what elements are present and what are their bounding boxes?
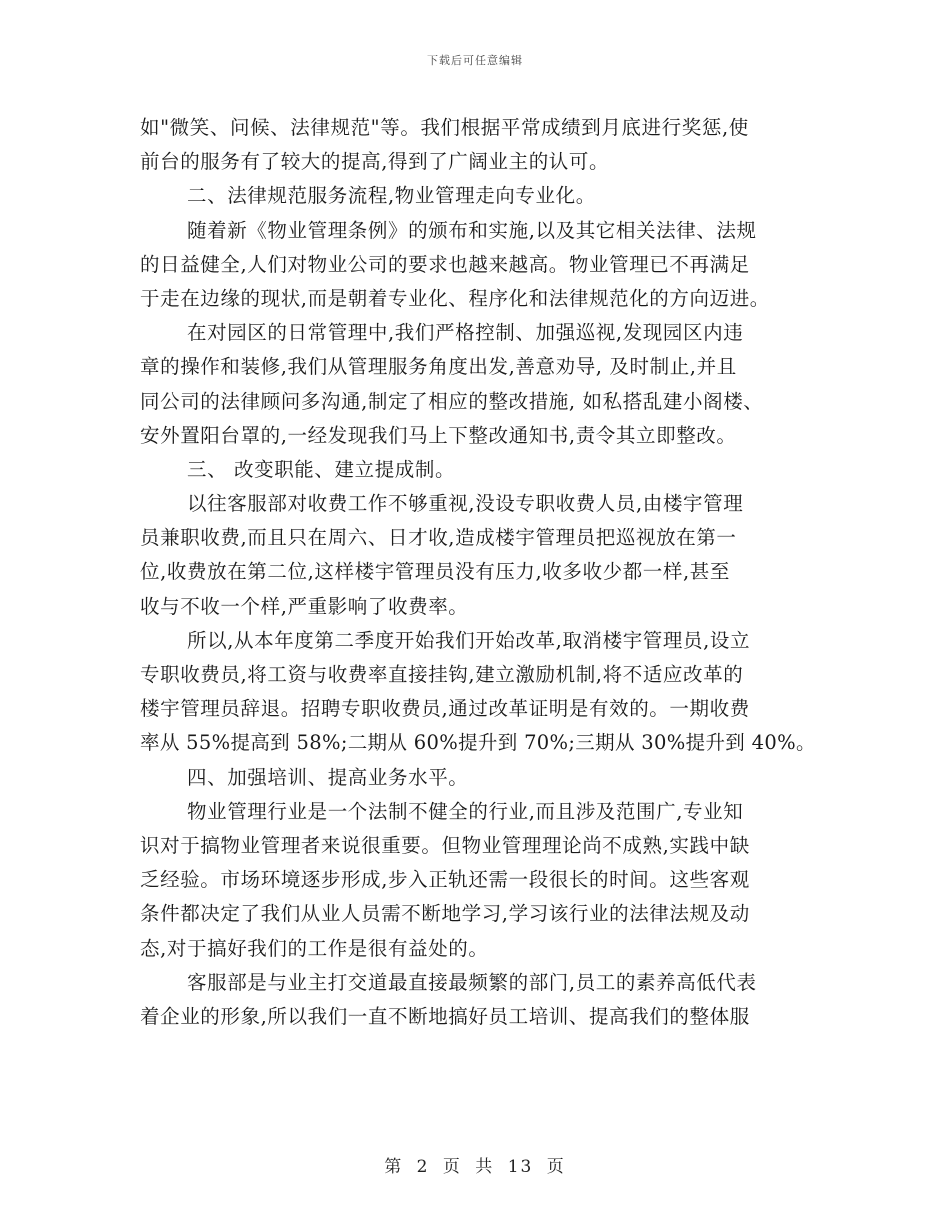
text-line: 二、法律规范服务流程,物业管理走向专业化。 (187, 184, 596, 208)
text-line: 于走在边缘的现状,而是朝着专业化、程序化和法律规范化的方向迈进。 (140, 286, 770, 310)
text-line: 所以,从本年度第二季度开始我们开始改革,取消楼宇管理员,设立 (187, 628, 751, 652)
text-line: 位,收费放在第二位,这样楼宇管理员没有压力,收多收少都一样,甚至 (140, 560, 730, 584)
header-note: 下载后可任意编辑 (427, 54, 523, 67)
body-text (140, 111, 816, 1034)
text-line: 在对园区的日常管理中,我们严格控制、加强巡视,发现园区内违 (187, 321, 744, 345)
text-line: 乏经验。市场环境逐步形成,步入正轨还需一段很长的时间。这些客观 (140, 868, 750, 892)
text-line: 四、加强培训、提高业务水平。 (187, 765, 469, 789)
text-line: 专职收费员,将工资与收费率直接挂钩,建立激励机制,将不适应改革的 (140, 663, 744, 686)
page-number: 2 (416, 1157, 430, 1177)
text-line: 随着新《物业管理条例》的颁布和实施,以及其它相关法律、法规 (187, 218, 757, 242)
text-line: 条件都决定了我们从业人员需不断地学习,学习该行业的法律法规及动 (140, 902, 750, 926)
text-line: 率从 55%提高到 58%;二期从 60%提升到 70%;三期从 30%提升到 40%。 (140, 731, 816, 755)
footer-total-unit: 页 (546, 1157, 566, 1177)
text-line: 态,对于搞好我们的工作是很有益处的。 (140, 936, 489, 960)
text-line: 楼宇管理员辞退。招聘专职收费员,通过改革证明是有效的。一期收费 (140, 697, 750, 721)
text-line: 客服部是与业主打交道最直接最频繁的部门,员工的素养高低代表 (187, 970, 757, 994)
text-line: 同公司的法律顾问多沟通,制定了相应的整改措施, 如私搭乱建小阁楼、 (140, 389, 764, 413)
text-line: 的日益健全,人们对物业公司的要求也越来越高。物业管理已不再满足 (140, 252, 750, 276)
total-pages: 13 (507, 1157, 534, 1177)
text-line: 章的操作和装修,我们从管理服务角度出发,善意劝导, 及时制止,并且 (140, 355, 737, 379)
text-line: 三、 改变职能、建立提成制。 (187, 457, 456, 481)
text-line: 安外置阳台罩的,一经发现我们马上下整改通知书,责令其立即整改。 (140, 423, 737, 447)
text-line: 着企业的形象,所以我们一直不断地搞好员工培训、提高我们的整体服 (140, 1004, 750, 1028)
footer-prefix: 第 (384, 1157, 404, 1177)
text-line: 识对于搞物业管理者来说很重要。但物业管理理论尚不成熟,实践中缺 (140, 833, 750, 857)
footer-total-prefix: 共 (475, 1157, 495, 1177)
text-line: 物业管理行业是一个法制不健全的行业,而且涉及范围广,专业知 (187, 799, 744, 823)
text-line: 以往客服部对收费工作不够重视,没设专职收费人员,由楼宇管理 (187, 492, 744, 516)
text-line: 前台的服务有了较大的提高,得到了广阔业主的认可。 (140, 150, 610, 174)
text-line: 如"微笑、问候、法律规范"等。我们根据平常成绩到月底进行奖惩,使 (140, 116, 749, 139)
text-line: 收与不收一个样,严重影响了收费率。 (140, 594, 469, 618)
page-footer (0, 1152, 950, 1177)
footer-page-unit: 页 (442, 1157, 462, 1177)
text-line: 员兼职收费,而且只在周六、日才收,造成楼宇管理员把巡视放在第一 (140, 526, 737, 550)
